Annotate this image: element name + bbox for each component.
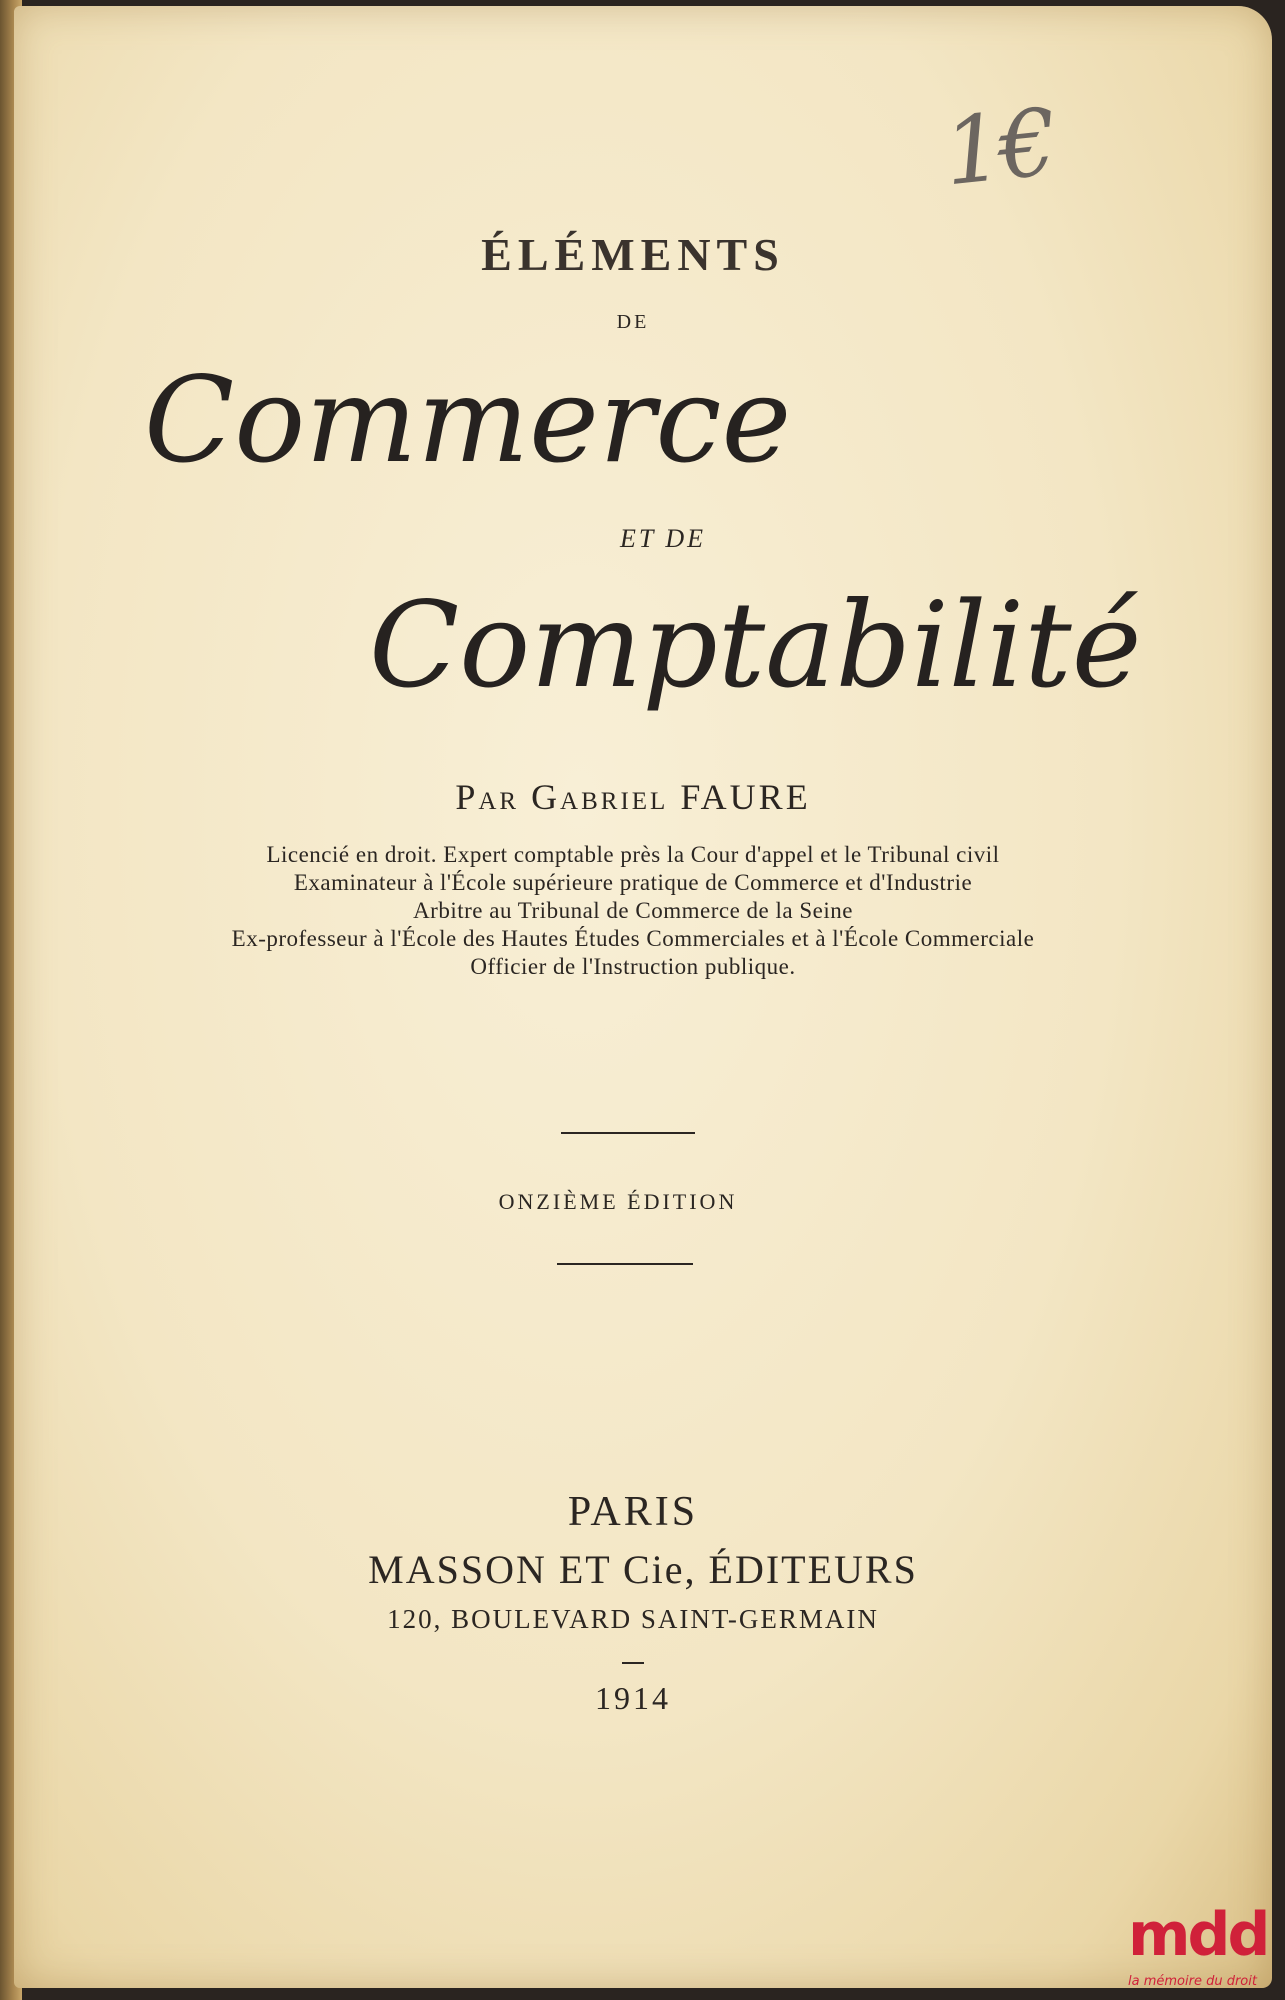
qualification-line: Licencié en droit. Expert comptable près la Cour d'appel et le Tribunal civil	[266, 842, 1000, 867]
imprint-address: 120, BOULEVARD SAINT-GERMAIN	[387, 1604, 879, 1634]
mdd-watermark-logo	[1128, 1900, 1276, 1996]
imprint-publisher: MASSON ET Cie, ÉDITEURS	[368, 1547, 918, 1592]
title-line-elements: ÉLÉMENTS	[481, 229, 785, 280]
divider-dash	[622, 1662, 644, 1664]
qualification-line: Examinateur à l'École supérieure pratique de Commerce et d'Industrie	[293, 870, 973, 895]
handwritten-price-annotation: 1€	[938, 88, 1059, 207]
title-line-comptabilite: Comptabilité	[369, 576, 1142, 714]
author-line: Par Gabriel FAURE	[455, 777, 811, 817]
title-page	[14, 6, 1272, 1988]
title-line-commerce: Commerce	[144, 351, 792, 489]
mdd-logo-tagline: la mémoire du droit	[1128, 1974, 1257, 1989]
edition-label: ONZIÈME ÉDITION	[498, 1189, 738, 1214]
imprint-city: PARIS	[567, 1489, 699, 1535]
divider-rule-top	[561, 1132, 695, 1134]
title-line-et-de: ET DE	[619, 524, 707, 553]
qualification-line: Arbitre au Tribunal de Commerce de la Seine	[413, 898, 853, 923]
mdd-logo-mark: mdd	[1128, 1900, 1268, 1970]
divider-rule-bottom	[557, 1263, 693, 1265]
qualification-line: Ex-professeur à l'École des Hautes Études Commerciales et à l'École Commerciale	[231, 926, 1035, 951]
title-line-de: DE	[616, 311, 650, 333]
qualification-line: Officier de l'Instruction publique.	[470, 954, 796, 979]
imprint-year: 1914	[595, 1680, 671, 1716]
author-qualifications	[4, 841, 1262, 981]
